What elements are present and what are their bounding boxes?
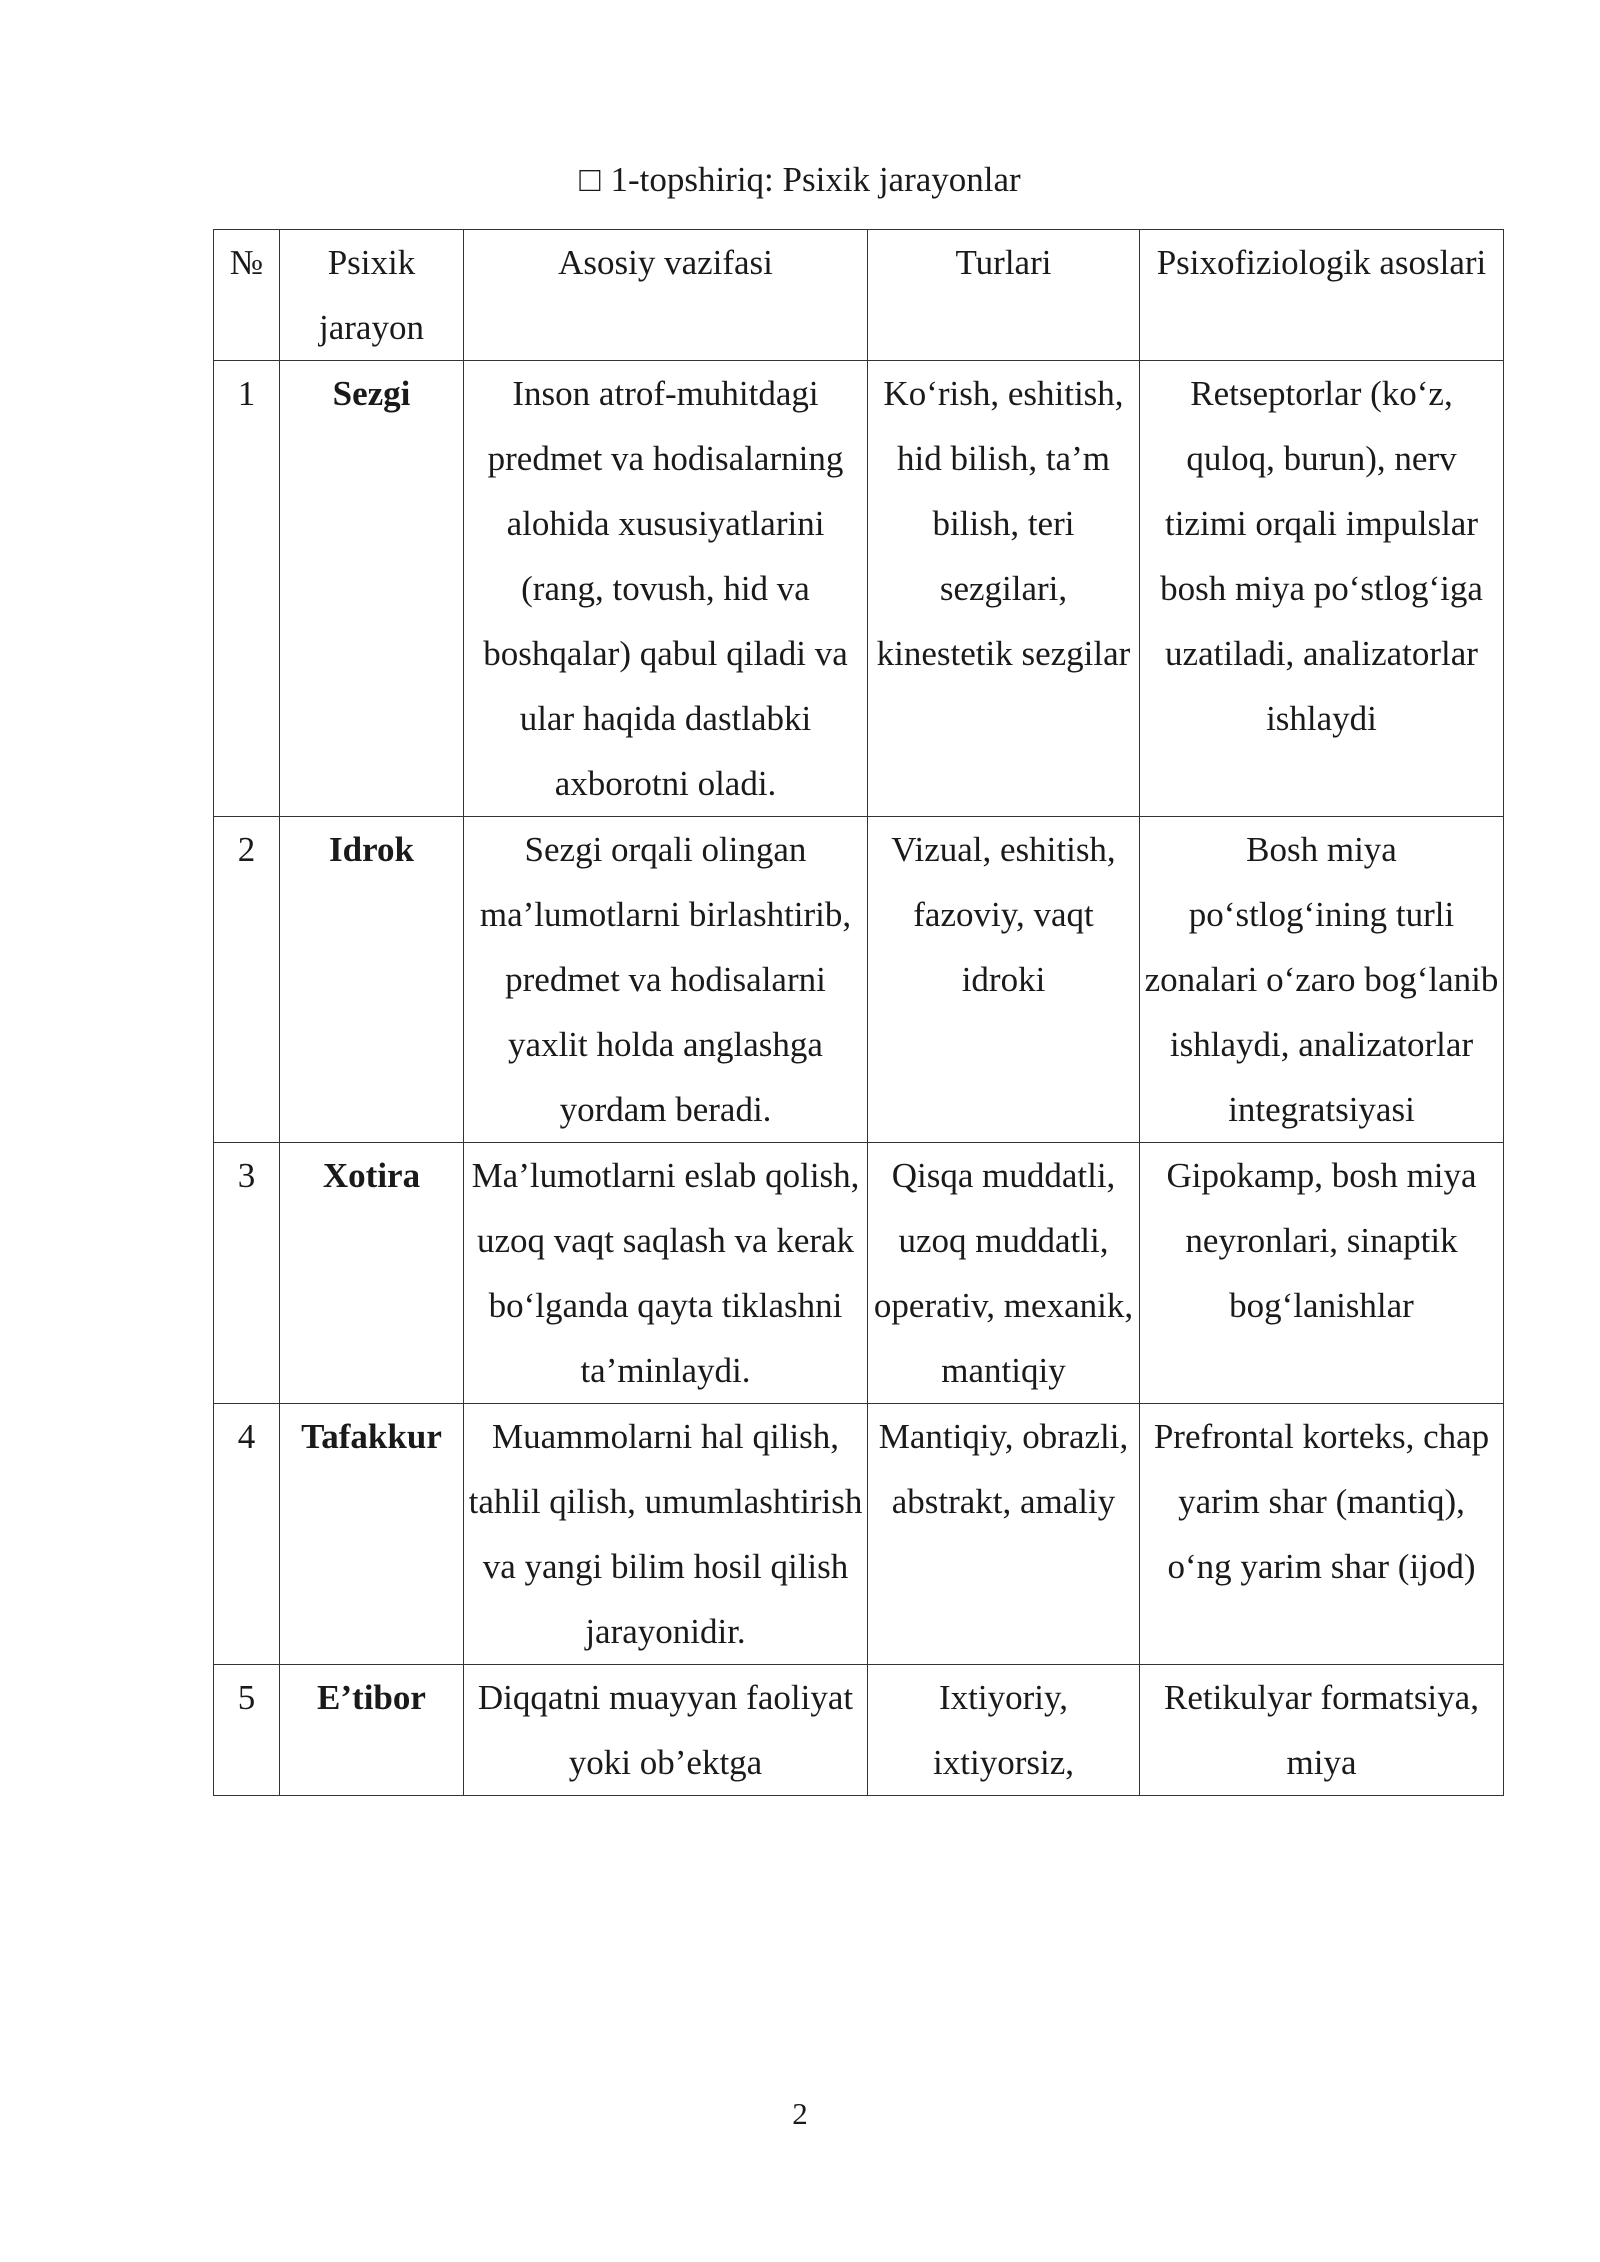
title-text: 1-topshiriq: Psixik jarayonlar — [610, 160, 1021, 199]
table-row — [214, 361, 1504, 817]
row-number: 5 — [214, 1665, 280, 1796]
document-title — [0, 152, 1600, 208]
process-basis: Prefrontal korteks, chap yarim shar (mantiq), o‘ng yarim shar (ijod) — [1140, 1404, 1504, 1665]
header-process: Psixik jarayon — [280, 230, 464, 361]
process-basis: Bosh miya po‘stlog‘ining turli zonalari o‘zaro bog‘lanib ishlaydi, analizatorlar integratsiyasi — [1140, 817, 1504, 1143]
process-function: Muammolarni hal qilish, tahlil qilish, umumlashtirish va yangi bilim hosil qilish jarayonidir. — [464, 1404, 868, 1665]
header-psychophysiological-basis: Psixofiziologik asoslari — [1140, 230, 1504, 361]
process-types: Ko‘rish, eshitish, hid bilish, ta’m bilish, teri sezgilari, kinestetik sezgilar — [868, 361, 1140, 817]
process-function: Sezgi orqali olingan ma’lumotlarni birlashtirib, predmet va hodisalarni yaxlit holda anglashga yordam beradi. — [464, 817, 868, 1143]
table-row — [214, 1404, 1504, 1665]
table-row — [214, 1665, 1504, 1796]
table-header-row — [214, 230, 1504, 361]
process-name: Tafakkur — [280, 1404, 464, 1665]
process-basis: Gipokamp, bosh miya neyronlari, sinaptik bog‘lanishlar — [1140, 1143, 1504, 1404]
row-number: 2 — [214, 817, 280, 1143]
table-row — [214, 1143, 1504, 1404]
process-function: Ma’lumotlarni eslab qolish, uzoq vaqt saqlash va kerak bo‘lganda qayta tiklashni ta’minlaydi. — [464, 1143, 868, 1404]
process-function: Inson atrof-muhitdagi predmet va hodisalarning alohida xususiyatlarini (rang, tovush, hid va boshqalar) qabul qiladi va ular haqida dastlabki axborotni oladi. — [464, 361, 868, 817]
psychic-processes-table — [213, 229, 1504, 1796]
process-name: Xotira — [280, 1143, 464, 1404]
row-number: 3 — [214, 1143, 280, 1404]
process-types: Qisqa muddatli, uzoq muddatli, operativ, mexanik, mantiqiy — [868, 1143, 1140, 1404]
page-number: 2 — [792, 2096, 808, 2131]
process-basis: Retikulyar formatsiya, miya — [1140, 1665, 1504, 1796]
process-name: Idrok — [280, 817, 464, 1143]
row-number: 1 — [214, 361, 280, 817]
header-types: Turlari — [868, 230, 1140, 361]
row-number: 4 — [214, 1404, 280, 1665]
process-name: E’tibor — [280, 1665, 464, 1796]
process-types: Vizual, eshitish, fazoviy, vaqt idroki — [868, 817, 1140, 1143]
table-row — [214, 817, 1504, 1143]
process-name: Sezgi — [280, 361, 464, 817]
header-number: № — [214, 230, 280, 361]
header-main-function: Asosiy vazifasi — [464, 230, 868, 361]
process-function: Diqqatni muayyan faoliyat yoki ob’ektga — [464, 1665, 868, 1796]
missing-glyph-box-icon: □ — [579, 160, 601, 199]
process-types: Ixtiyoriy, ixtiyorsiz, — [868, 1665, 1140, 1796]
process-types: Mantiqiy, obrazli, abstrakt, amaliy — [868, 1404, 1140, 1665]
process-basis: Retseptorlar (ko‘z, quloq, burun), nerv tizimi orqali impulslar bosh miya po‘stlog‘iga uzatiladi, analizatorlar ishlaydi — [1140, 361, 1504, 817]
